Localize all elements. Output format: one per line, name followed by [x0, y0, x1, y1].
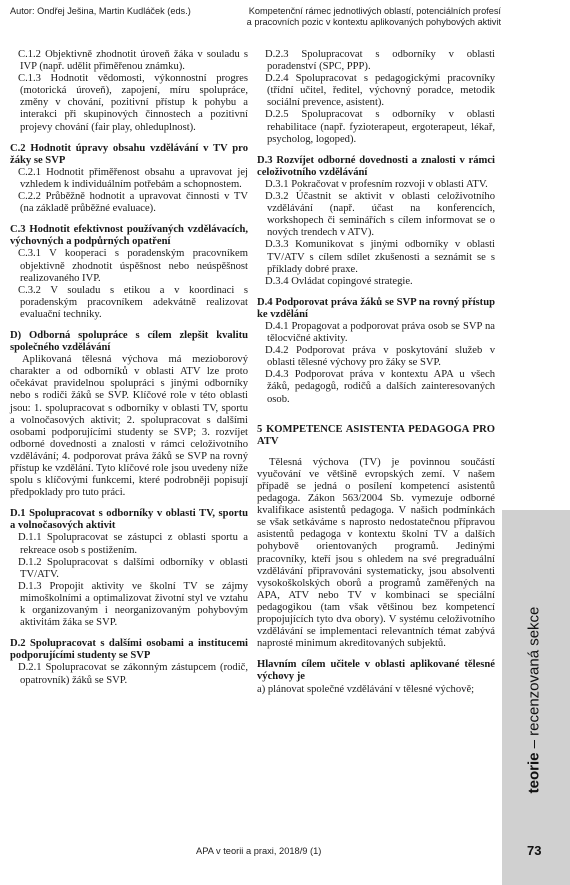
paragraph-d: Aplikovaná tělesná výchova má mezioborový charakter a od odborníků v oblasti ATV lze proto očekávat pravidelnou spolupráci s jinými odborníky nebo s rodiči žáků se SVP. Klíčové role v této oblasti jsou: 1. spolupracovat s odborníky v oblasti TV, sportu a volnočasových aktivit; 2. spolupracovat s dalšími osobami podporujícími studenty se SVP; 3. rozvíjet odborné dovednosti a znalosti v rámci celoživotního vzdělávání; 4. podporovat práva žáků se SVP na rovný přístup ke vzdělání. Tyto klíčové role jsou uvedeny níže spolu s klíčovými funkcemi, které podrobněji popisují předpoklady pro tuto práci.: [10, 354, 248, 499]
item-d13: D.1.3 Propojit aktivity ve školní TV se zájmy mimoškolními a optimalizovat životní styl ve vztahu k organizovaným i neorganizovaným pohybovým aktivitám žáka se SVP.: [18, 580, 248, 629]
item-d32: D.3.2 Účastnit se aktivit v oblasti celoživotního vzdělávání (např. účast na konferencích, workshopech či seminářích s cílem informovat se o nových trendech v ATV).: [265, 191, 495, 239]
item-c12: C.1.2 Objektivně zhodnotit úroveň žáka v souladu s IVP (např. udělit přiměřenou známku).: [18, 49, 248, 73]
heading-d3: D.3 Rozvíjet odborné dovednosti a znalosti v rámci celoživotního vzdělávání: [257, 154, 495, 178]
right-column: [257, 49, 495, 696]
item-d11: D.1.1 Spolupracovat se zástupci z oblasti sportu a rekreace osob s postižením.: [18, 532, 248, 556]
running-header-title-line1: Kompetenční rámec jednotlivých oblastí, potenciálních profesí: [248, 6, 501, 16]
running-header-title: [241, 6, 501, 28]
item-d23: D.2.3 Spolupracovat s odborníky v oblasti poradenství (SPC, PPP).: [265, 49, 495, 73]
item-c32: C.3.2 V souladu s etikou a v koordinaci s poradenským pracovníkem adekvátně realizovat evaluační techniky.: [18, 284, 248, 320]
goal-heading: Hlavním cílem učitele v oblasti aplikované tělesné výchovy je: [257, 659, 495, 683]
sidebar-word-teorie: teorie: [525, 752, 543, 794]
heading-c2: C.2 Hodnotit úpravy obsahu vzdělávání v TV pro žáky se SVP: [10, 142, 248, 166]
section-5-paragraph: Tělesná výchova (TV) je povinnou součástí vyučování ve většině evropských zemí. V našem případě se jedná o posílení kompetencí asistentů pedagoga. Zákon 563/2004 Sb. vymezuje odborné kvalifikace asistentů pedagoga. V našich podmínkách se však setkáváme s naprosto nedostatečnou přípravou asistentů pedagoga v kontextu školní TV a dalších pohybově orientovaných programů. Jedinými pracovníky, kteří jsou s ohledem na své pregraduální vzdělávání připravováni systematicky, jsou absolventi vysokoškolských oborů a programů zaměřených na APA, ATV nebo TV v kombinaci se speciální pedagogikou (tam však většinou bez kompetencí propojujících tyto dva obory). V systému celoživotního vzdělávání se implementaci relevantních témat zabývá naprosté minimum akreditovaných subjektů.: [257, 456, 495, 650]
section-5-heading: 5 KOMPETENCE ASISTENTA PEDAGOGA PRO ATV: [257, 423, 495, 447]
item-d21: D.2.1 Spolupracovat se zákonným zástupcem (rodič, opatrovník) žáků se SVP.: [18, 662, 248, 686]
item-d43: D.4.3 Podporovat práva v kontextu APA u všech žáků, pedagogů, rodičů a dalších zainteresovaných osob.: [265, 369, 495, 405]
item-d25: D.2.5 Spolupracovat s odborníky v oblasti rehabilitace (např. fyzioterapeut, ergoterapeut, lékař, psycholog, logoped).: [265, 109, 495, 145]
item-c31: C.3.1 V kooperaci s poradenským pracovníkem objektivně zhodnotit úspěšnost nebo neúspěšnost realizovaného IVP.: [18, 248, 248, 284]
item-c13: C.1.3 Hodnotit vědomosti, výkonnostní progres (motorická úroveň), zapojení, míru spolupráce, změny v chování, pozitivní přístup k pohybu a interakci při skupinových činnostech a pozitivní projevy chování (fair play, ohleduplnost).: [18, 73, 248, 133]
running-header-title-line2: a pracovních pozic v kontextu aplikovaných pohybových aktivit: [246, 17, 501, 27]
item-d42: D.4.2 Podporovat práva v poskytování služeb v oblasti tělesné výchovy pro žáky se SVP.: [265, 345, 495, 369]
item-d31: D.3.1 Pokračovat v profesním rozvoji v oblasti ATV.: [265, 178, 488, 190]
section-sidebar-label: [526, 607, 543, 794]
item-d34: D.3.4 Ovládat copingové strategie.: [265, 275, 413, 287]
item-d24: D.2.4 Spolupracovat s pedagogickými pracovníky (třídní učitel, ředitel, výchovný poradce, metodik sociální prevence, asistent).: [265, 73, 495, 109]
goal-item-a: a) plánovat společné vzdělávání v tělesné výchově;: [257, 683, 475, 695]
item-d12: D.1.2 Spolupracovat s dalšími odborníky v oblasti TV/ATV.: [18, 556, 248, 580]
heading-d2: D.2 Spolupracovat s dalšími osobami a institucemi podporujícími studenty se SVP: [10, 638, 248, 662]
item-d33: D.3.3 Komunikovat s jinými odborníky v oblasti TV/ATV s cílem sdílet zkušenosti a seznámit se s příklady dobré praxe.: [265, 239, 495, 275]
heading-d4: D.4 Podporovat práva žáků se SVP na rovný přístup ke vzdělání: [257, 296, 495, 320]
sidebar-dash: –: [525, 735, 543, 753]
sidebar-word-recenzovana: recenzovaná sekce: [525, 606, 543, 736]
heading-c3: C.3 Hodnotit efektivnost používaných vzdělávacích, výchovných a podpůrných opatření: [10, 224, 248, 248]
heading-d: D) Odborná spolupráce s cílem zlepšit kvalitu společného vzdělávání: [10, 329, 248, 354]
item-c22: C.2.2 Průběžně hodnotit a upravovat činnosti v TV (na základě průběžné evaluace).: [18, 191, 248, 215]
page-number: 73: [527, 843, 542, 858]
item-c21: C.2.1 Hodnotit přiměřenost obsahu a upravovat jej vzhledem k individuálním potřebám a schopnostem.: [18, 166, 248, 190]
running-header-authors: Autor: Ondřej Ješina, Martin Kudláček (eds.): [10, 6, 191, 16]
heading-d1: D.1 Spolupracovat s odborníky v oblasti TV, sportu a volnočasových aktivit: [10, 508, 248, 532]
item-d41: D.4.1 Propagovat a podporovat práva osob se SVP na tělocvičné aktivity.: [265, 320, 495, 345]
left-column: [10, 49, 248, 687]
footer-journal: APA v teorii a praxi, 2018/9 (1): [196, 846, 322, 856]
